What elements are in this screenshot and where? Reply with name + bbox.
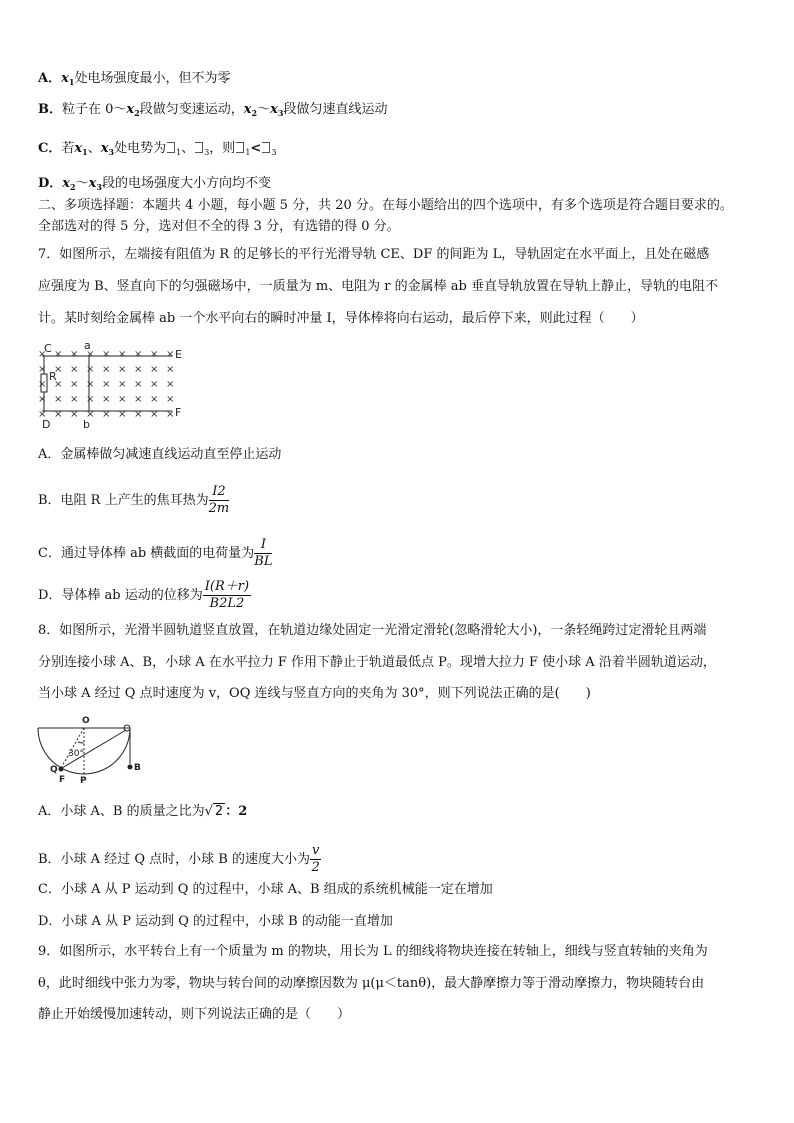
section-heading-line1: 二、多项选择题：本题共 4 小题，每小题 5 分，共 20 分。在每小题给出的四个选项中，有多个选项是符合题目要求的。	[38, 198, 733, 213]
q6-option-c: C．若$x_1$、$x_3$处电势为 $_1$、 $_3$，则 $_1$< $_3$	[38, 141, 277, 157]
fraction: $\frac{I}{BL}$	[254, 537, 273, 569]
q9-stem-line2: θ，此时细线中张力为零，物块与转台间的动摩擦因数为 μ(μ＜tanθ)，最大静摩擦力等于滑动摩擦力，物块随转台由	[38, 976, 705, 991]
field-cross: ×	[86, 394, 95, 405]
q7-stem-line1: 7．如图所示，左端接有阻值为 R 的足够长的平行光滑导轨 CE、DF 的间距为 L，导轨固定在水平面上，且处在磁感	[38, 247, 710, 262]
field-cross: ×	[102, 394, 111, 405]
fraction: $\frac{I(R+r)}{B2L2}$	[204, 579, 250, 611]
q8-semicircle-figure	[34, 712, 154, 784]
field-cross: ×	[134, 364, 143, 375]
field-cross: ×	[118, 409, 127, 420]
field-cross: ×	[166, 379, 175, 390]
field-cross: ×	[54, 349, 63, 360]
field-cross: ×	[102, 364, 111, 375]
label-q: Q	[50, 765, 58, 775]
field-cross: ×	[38, 409, 47, 420]
field-cross: ×	[38, 394, 47, 405]
q8-option-c: C．小球 A 从 P 运动到 Q 的过程中，小球 A、B 组成的系统机械能一定在增加	[38, 882, 493, 897]
fraction: $\frac{I2}{2m}$	[208, 484, 230, 516]
q7-option-b: B．电阻 R 上产生的焦耳热为 $\frac{I2}{2m}$	[38, 484, 230, 516]
field-cross: ×	[54, 394, 63, 405]
q6-option-a: A．$x_1$处电场强度最小，但不为零	[38, 71, 231, 87]
field-cross: ×	[134, 349, 143, 360]
phi-symbol-box	[236, 142, 244, 153]
q7-option-a: A．金属棒做匀减速直线运动直至停止运动	[38, 447, 282, 462]
label-f: F	[175, 406, 182, 419]
field-cross: ×	[70, 409, 79, 420]
q6-option-d: D．$x_2\sim x_3$段的电场强度大小方向均不变	[38, 176, 271, 192]
q8-stem-line3: 当小球 A 经过 Q 点时速度为 v，OQ 连线与竖直方向的夹角为 30°，则下列说法正确的是( )	[38, 686, 591, 701]
field-cross: ×	[150, 409, 159, 420]
q8-option-d: D．小球 A 从 P 运动到 Q 的过程中，小球 B 的动能一直增加	[38, 914, 393, 929]
label-r: R	[49, 370, 57, 383]
magnetic-field-crosses	[38, 349, 174, 420]
field-cross: ×	[54, 379, 63, 390]
field-cross: ×	[38, 349, 47, 360]
field-cross: ×	[166, 349, 175, 360]
q8-option-b: B．小球 A 经过 Q 点时，小球 B 的速度大小为 $\frac{v}{2}$	[38, 843, 320, 875]
field-cross: ×	[150, 364, 159, 375]
field-cross: ×	[118, 364, 127, 375]
phi-symbol-box	[167, 142, 175, 153]
field-cross: ×	[150, 349, 159, 360]
field-cross: ×	[166, 364, 175, 375]
q7-option-c: C．通过导体棒 ab 横截面的电荷量为 $\frac{I}{BL}$	[38, 537, 273, 569]
field-cross: ×	[70, 364, 79, 375]
field-cross: ×	[70, 379, 79, 390]
fraction: $\frac{v}{2}$	[311, 843, 320, 875]
field-cross: ×	[54, 409, 63, 420]
field-cross: ×	[86, 379, 95, 390]
q7-stem-line2: 应强度为 B、竖直向下的匀强磁场中，一质量为 m、电阻为 r 的金属棒 ab 垂直导轨放置在导轨上静止，导轨的电阻不	[38, 279, 718, 294]
q7-stem-line3: 计。某时刻给金属棒 ab 一个水平向右的瞬时冲量 I，导体棒将向右运动，最后停下来，则此过程（ ）	[38, 311, 644, 326]
label-angle: 30°	[68, 749, 84, 759]
q8-stem-line1: 8．如图所示，光滑半圆轨道竖直放置，在轨道边缘处固定一光滑定滑轮(忽略滑轮大小)，一条轻绳跨过定滑轮且两端	[38, 623, 707, 638]
q8-stem-line2: 分别连接小球 A、B，小球 A 在水平拉力 F 作用下静止于轨道最低点 P。现增大拉力 F 使小球 A 沿着半圆轨道运动，	[38, 655, 716, 670]
field-cross: ×	[166, 394, 175, 405]
section-heading-line2: 全部选对的得 5 分，选对但不全的得 3 分，有选错的得 0 分。	[38, 219, 400, 234]
field-cross: ×	[118, 379, 127, 390]
field-cross: ×	[38, 379, 47, 390]
field-cross: ×	[118, 349, 127, 360]
field-cross: ×	[86, 349, 95, 360]
label-f: F	[59, 775, 66, 784]
field-cross: ×	[102, 409, 111, 420]
q7-option-d: D．导体棒 ab 运动的位移为 $\frac{I(R+r)}{B2L2}$	[38, 579, 250, 611]
label-e: E	[175, 348, 182, 361]
sqrt-symbol: √ 2	[204, 804, 224, 819]
field-cross: ×	[86, 409, 95, 420]
field-cross: ×	[134, 394, 143, 405]
label-c: C	[44, 342, 52, 355]
q9-stem-line3: 静止开始缓慢加速转动，则下列说法正确的是（ ）	[38, 1007, 351, 1022]
field-cross: ×	[102, 379, 111, 390]
label-p: P	[80, 776, 87, 784]
label-o: O	[82, 716, 90, 726]
field-cross: ×	[86, 364, 95, 375]
phi-symbol-box	[195, 142, 203, 153]
field-cross: ×	[134, 409, 143, 420]
q6-option-b: B．粒子在 $0\sim x_2$段做匀变速运动，$x_2\sim x_3$段做匀速直线运动	[38, 102, 388, 118]
label-b: B	[134, 763, 141, 773]
field-cross: ×	[150, 394, 159, 405]
q9-stem-line1: 9．如图所示，水平转台上有一个质量为 m 的物块，用长为 L 的细线将物块连接在转轴上，细线与竖直转轴的夹角为	[38, 944, 708, 959]
label-b: b	[83, 418, 90, 430]
q7-rail-figure	[34, 338, 194, 430]
label-a: a	[84, 339, 91, 352]
label-d: D	[42, 418, 51, 430]
field-cross: ×	[134, 379, 143, 390]
field-cross: ×	[70, 394, 79, 405]
field-cross: ×	[166, 409, 175, 420]
field-cross: ×	[70, 349, 79, 360]
q8-option-a: A．小球 A、B 的质量之比为√ 2 ：2	[38, 804, 248, 819]
field-cross: ×	[118, 394, 127, 405]
field-cross: ×	[150, 379, 159, 390]
phi-symbol-box	[262, 142, 270, 153]
field-cross: ×	[38, 364, 47, 375]
field-cross: ×	[102, 349, 111, 360]
field-cross: ×	[54, 364, 63, 375]
